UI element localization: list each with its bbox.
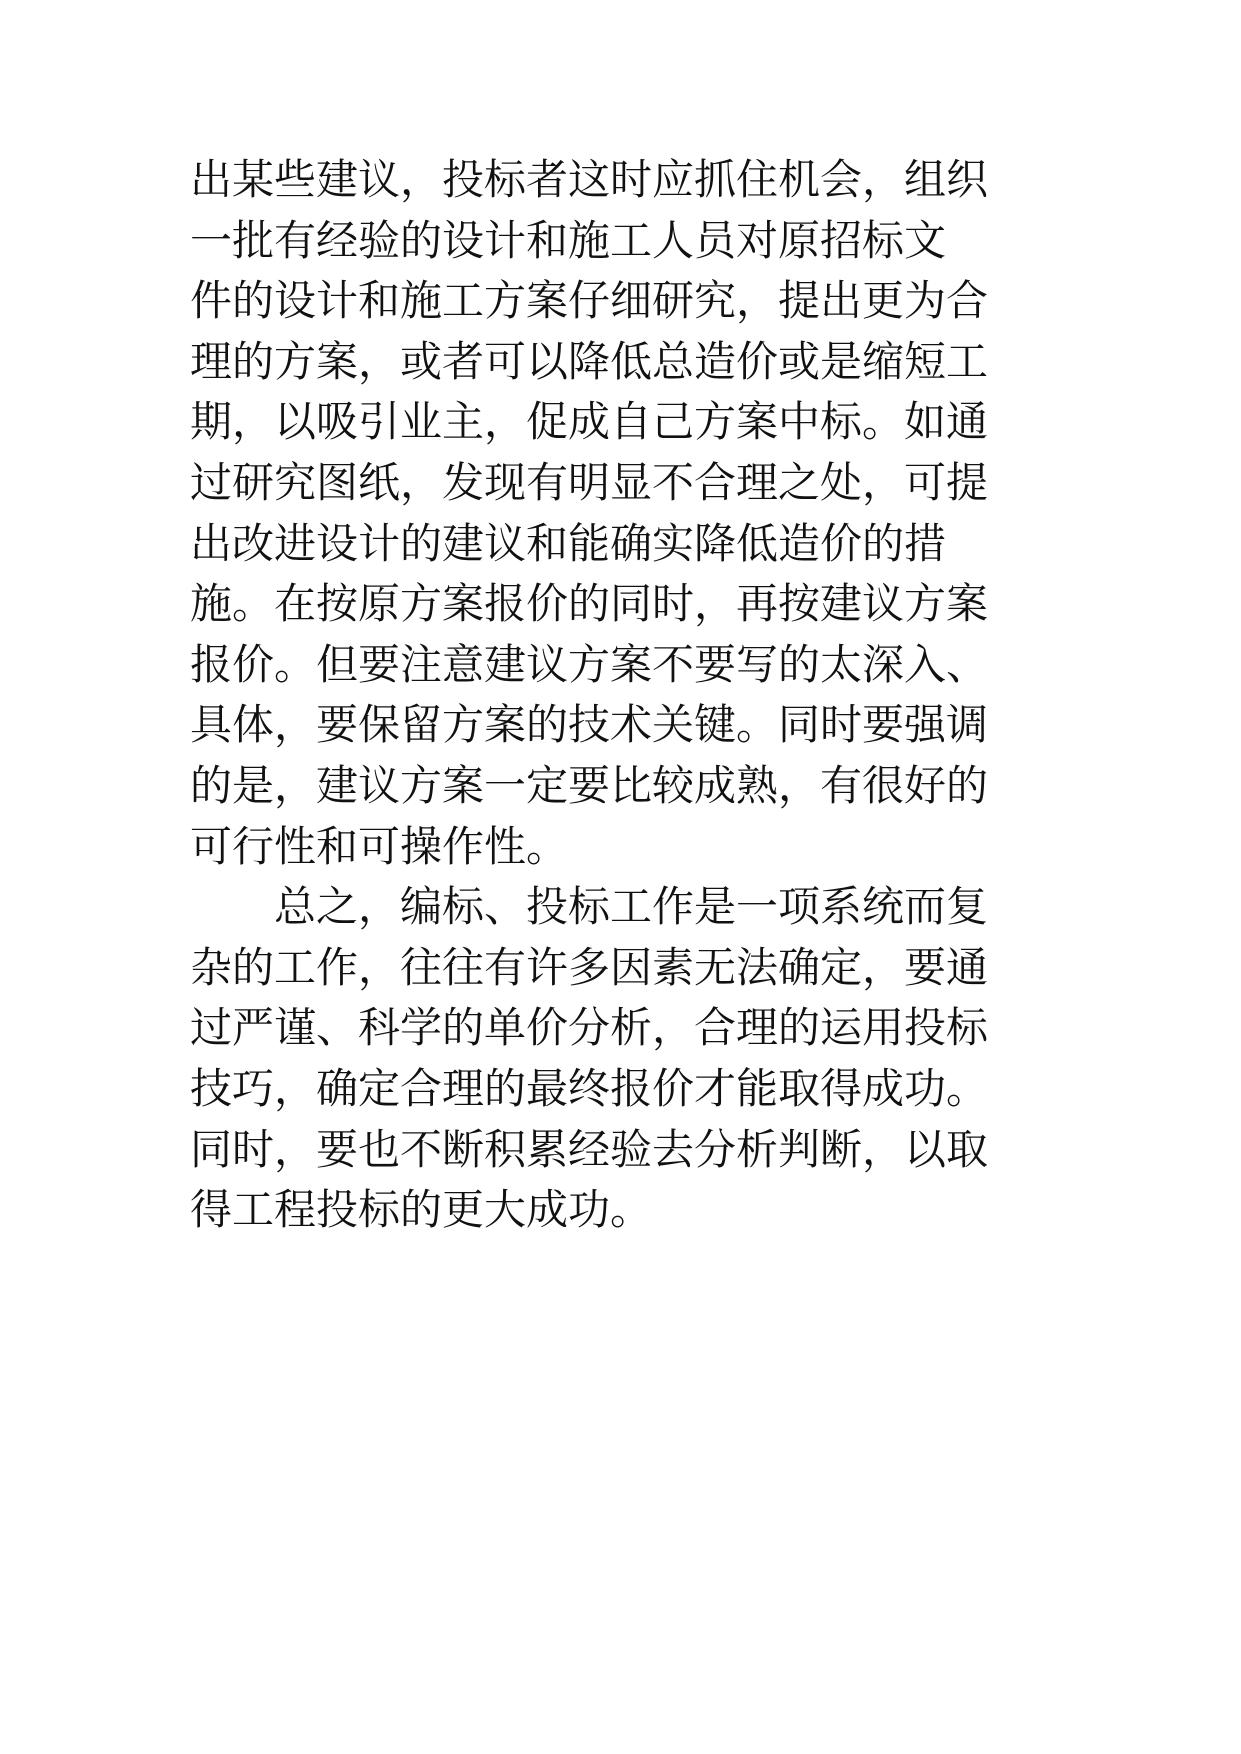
text-line: 施。在按原方案报价的同时，再按建议方案 xyxy=(190,579,989,629)
text-line: 具体，要保留方案的技术关键。同时要强调 xyxy=(190,700,989,750)
text-line: 一批有经验的设计和施工人员对原招标文 xyxy=(190,215,947,265)
text-line: 期，以吸引业主，促成自己方案中标。如通 xyxy=(190,397,989,447)
text-line: 理的方案，或者可以降低总造价或是缩短工 xyxy=(190,336,989,386)
text-line: 过研究图纸，发现有明显不合理之处，可提 xyxy=(190,457,989,507)
text-line: 报价。但要注意建议方案不要写的太深入、 xyxy=(190,639,989,689)
text-line: 技巧，确定合理的最终报价才能取得成功。 xyxy=(190,1063,989,1113)
text-line: 过严谨、科学的单价分析，合理的运用投标 xyxy=(190,1003,989,1053)
body-text xyxy=(190,150,1090,1241)
text-line: 总之，编标、投标工作是一项系统而复 xyxy=(190,882,989,932)
text-line: 可行性和可操作性。 xyxy=(190,821,569,871)
text-line: 同时，要也不断积累经验去分析判断，以取 xyxy=(190,1124,989,1174)
text-line: 出改进设计的建议和能确实降低造价的措 xyxy=(190,518,947,568)
text-line: 件的设计和施工方案仔细研究，提出更为合 xyxy=(190,276,989,326)
text-line: 杂的工作，往往有许多因素无法确定，要通 xyxy=(190,942,989,992)
text-line: 出某些建议，投标者这时应抓住机会，组织 xyxy=(190,155,989,204)
text-line: 的是，建议方案一定要比较成熟，有很好的 xyxy=(190,760,989,810)
text-line: 得工程投标的更大成功。 xyxy=(190,1185,653,1235)
